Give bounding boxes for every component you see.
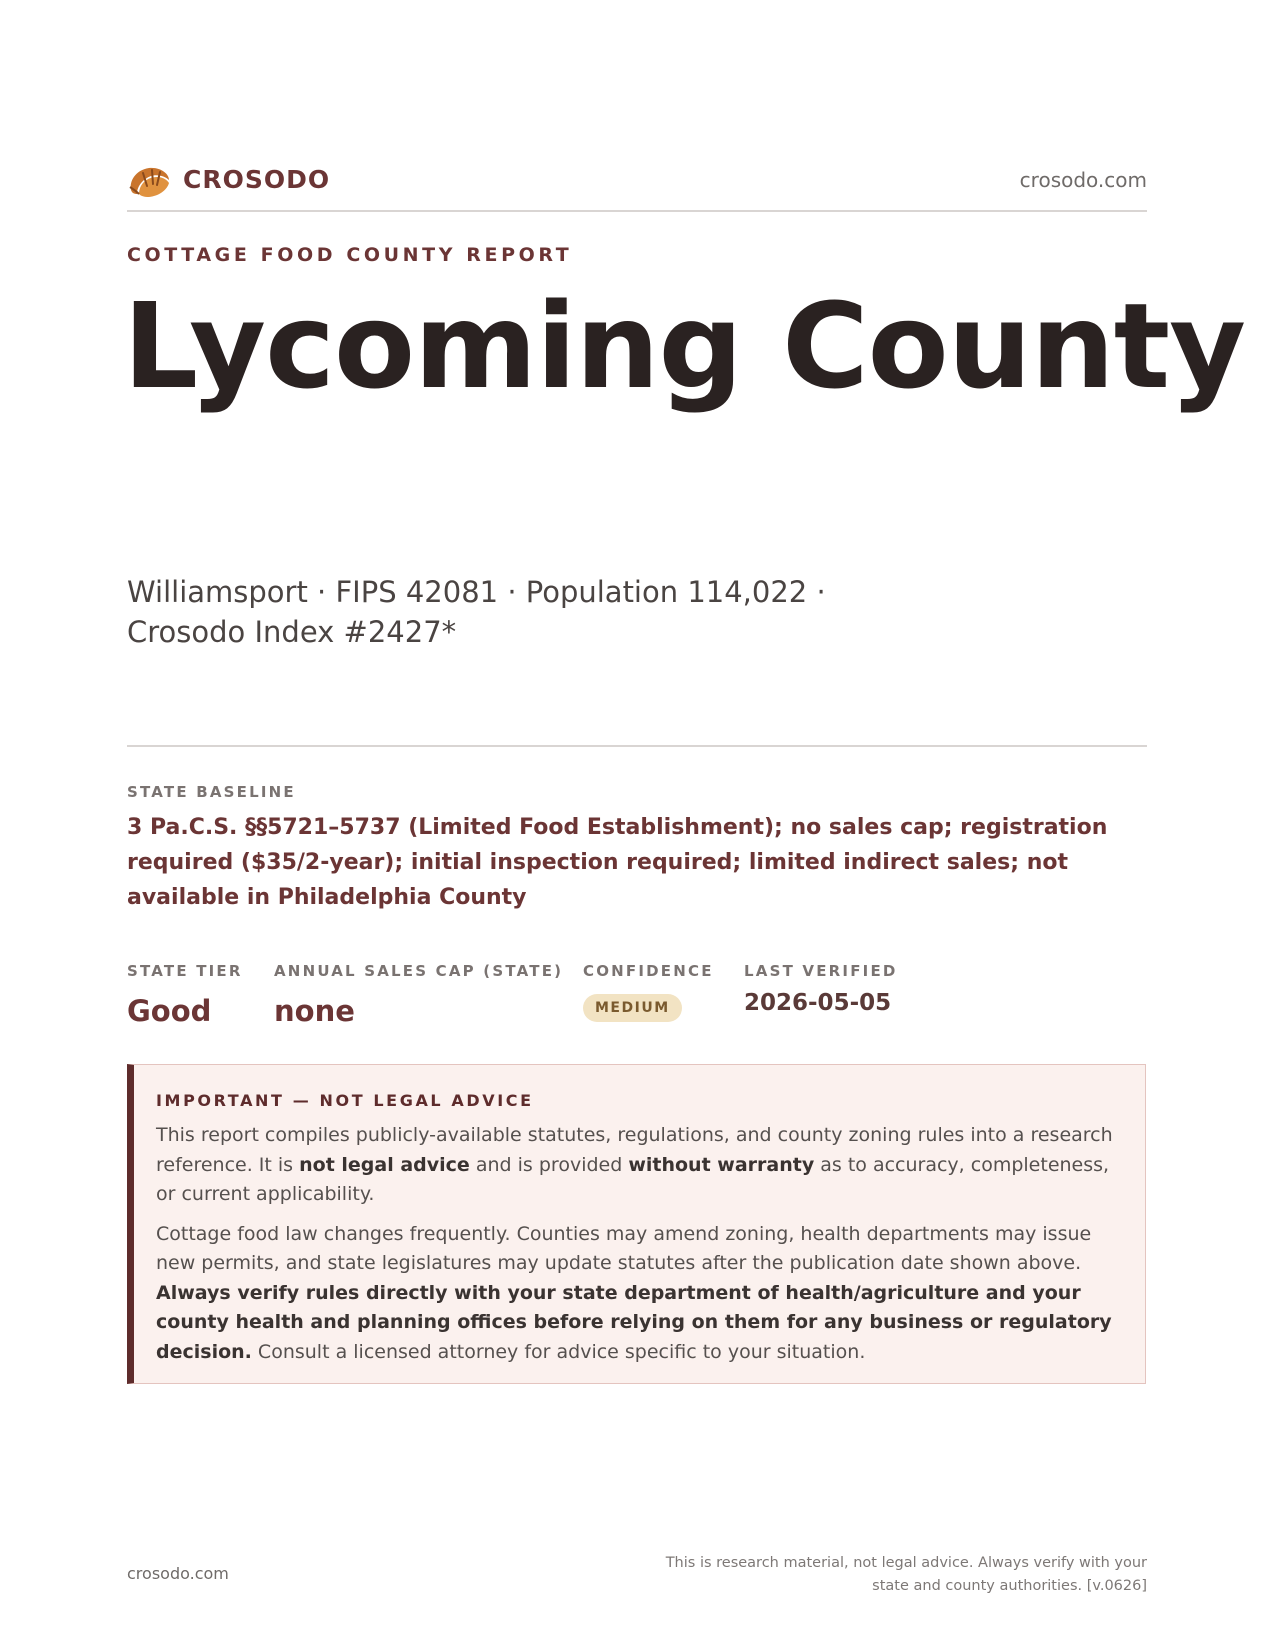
confidence-badge: MEDIUM — [583, 994, 682, 1022]
cap-value: none — [274, 994, 355, 1028]
footer-site[interactable]: crosodo.com — [127, 1564, 229, 1583]
divider — [127, 210, 1147, 212]
notice-text: This report compiles publicly-available statutes, regulations, and county zoning rules into a research reference. It is — [156, 1124, 1113, 1176]
stat-confidence — [583, 962, 714, 1022]
stat-sales-cap — [274, 962, 563, 1028]
confidence-label: CONFIDENCE — [583, 962, 714, 980]
baseline-text: 3 Pa.C.S. §§5721–5737 (Limited Food Establishment); no sales cap; registration required ($35/2-year); initial inspection required; limited indirect sales; not available in Philadelphia County — [127, 815, 1108, 910]
footer-disclaimer: This is research material, not legal advice. Always verify with your state and county authorities. [v.0626] — [665, 1555, 1147, 1594]
stat-last-verified — [744, 962, 898, 1016]
notice-text: and is provided — [469, 1153, 629, 1176]
notice-paragraph — [156, 1220, 1116, 1368]
report-type: COTTAGE FOOD COUNTY REPORT — [127, 244, 573, 266]
notice-text: Cottage food law changes frequently. Counties may amend zoning, health departments may issue new permits, and state legislatures may update statutes after the publication date shown above. — [156, 1222, 1092, 1274]
page-title: Lycoming County — [123, 277, 1246, 415]
croissant-icon — [127, 160, 171, 200]
notice-text: Consult a licensed attorney for advice specific to your situation. — [251, 1340, 866, 1363]
cap-label: ANNUAL SALES CAP (STATE) — [274, 962, 564, 980]
brand-name: CROSODO — [183, 165, 331, 194]
notice-paragraph — [156, 1121, 1116, 1210]
notice-text: as to accuracy, completeness, or current applicability. — [156, 1153, 1110, 1205]
legal-notice — [127, 1064, 1146, 1384]
logo — [127, 160, 330, 200]
tier-value: Good — [127, 994, 212, 1028]
notice-body — [156, 1121, 1116, 1377]
notice-emphasis: without warranty — [628, 1153, 815, 1176]
divider — [127, 745, 1147, 747]
tier-label: STATE TIER — [127, 962, 243, 980]
baseline-label: STATE BASELINE — [127, 783, 296, 801]
site-url[interactable]: crosodo.com — [1019, 168, 1147, 192]
notice-title: IMPORTANT — NOT LEGAL ADVICE — [156, 1091, 534, 1110]
notice-emphasis: Always verify rules directly with your state department of health/agriculture and your county health and planning offices before relying on them for any business or regulatory decision. — [156, 1281, 1112, 1363]
verified-label: LAST VERIFIED — [744, 962, 898, 980]
header — [127, 160, 1147, 200]
stat-tier — [127, 962, 243, 1028]
notice-emphasis: not legal advice — [299, 1153, 470, 1176]
county-subtitle: Williamsport · FIPS 42081 · Population 114,022 · Crosodo Index #2427* — [127, 575, 826, 649]
verified-date: 2026-05-05 — [744, 990, 892, 1016]
